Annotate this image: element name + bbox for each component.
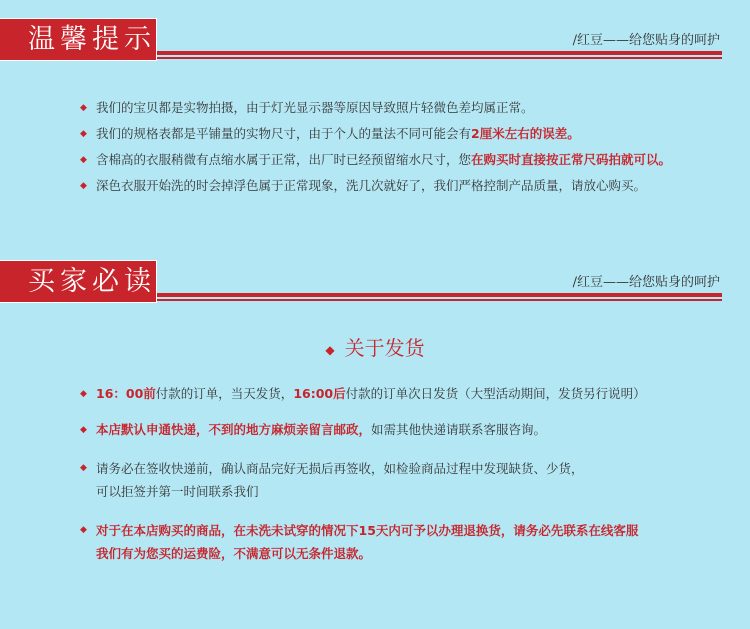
list-item: ◆ 深色衣服开始洗的时会掉浮色属于正常现象，洗几次就好了，我们严格控制产品质量，请放心购买。 bbox=[80, 178, 647, 193]
slogan: /红豆——给您贴身的呵护 bbox=[572, 33, 720, 48]
slogan: /红豆——给您贴身的呵护 bbox=[572, 275, 720, 290]
list-item: ◆ 请务必在签收快递前，确认商品完好无损后再签收，如检验商品过程中发现缺货、少货， 可以拒签并第一时间联系我们 bbox=[80, 457, 730, 503]
diamond-bullet-icon: ◆ bbox=[80, 103, 87, 113]
list-item: ◆ 16：00前付款的订单，当天发货，16:00后付款的订单次日发货（大型活动期间，发货另行说明） bbox=[80, 386, 646, 401]
divider bbox=[157, 57, 722, 59]
diamond-bullet-icon: ◆ bbox=[80, 525, 87, 535]
list-item: ◆ 对于在本店购买的商品，在未洗未试穿的情况下15天内可予以办理退换货，请务必先联系在线客服 我们有为您买的运费险，不满意可以无条件退款。 bbox=[80, 519, 730, 565]
list-item: ◆ 我们的宝贝都是实物拍摄，由于灯光显示器等原因导致照片轻微色差均属正常。 bbox=[80, 100, 534, 115]
divider bbox=[157, 299, 722, 301]
list-item: ◆ 我们的规格表都是平铺量的实物尺寸，由于个人的量法不同可能会有2厘米左右的误差。 bbox=[80, 126, 580, 141]
divider bbox=[157, 51, 722, 55]
list-item: ◆ 本店默认申通快递，不到的地方麻烦亲留言邮政，如需其他快递请联系客服咨询。 bbox=[80, 422, 547, 437]
section-header-must-read bbox=[0, 242, 750, 306]
diamond-bullet-icon: ◆ bbox=[80, 181, 87, 191]
diamond-bullet-icon: ◆ bbox=[80, 155, 87, 165]
shipping-list bbox=[80, 385, 730, 565]
diamond-bullet-icon: ◆ bbox=[80, 425, 87, 435]
diamond-bullet-icon: ◆ bbox=[80, 129, 87, 139]
diamond-bullet-icon: ◆ bbox=[80, 463, 87, 473]
section-title: 买家必读 bbox=[0, 260, 157, 303]
subtitle-shipping: ◆ 关于发货 bbox=[325, 336, 425, 360]
section-title: 温馨提示 bbox=[0, 18, 157, 61]
diamond-bullet-icon: ◆ bbox=[325, 342, 335, 357]
list-item: ◆ 含棉高的衣服稍微有点缩水属于正常，出厂时已经预留缩水尺寸，您在购买时直接按正常尺码拍就可以。 bbox=[80, 152, 672, 167]
section-header-tips bbox=[0, 0, 750, 64]
divider bbox=[157, 293, 722, 297]
diamond-bullet-icon: ◆ bbox=[80, 389, 87, 399]
tips-list bbox=[80, 99, 730, 195]
